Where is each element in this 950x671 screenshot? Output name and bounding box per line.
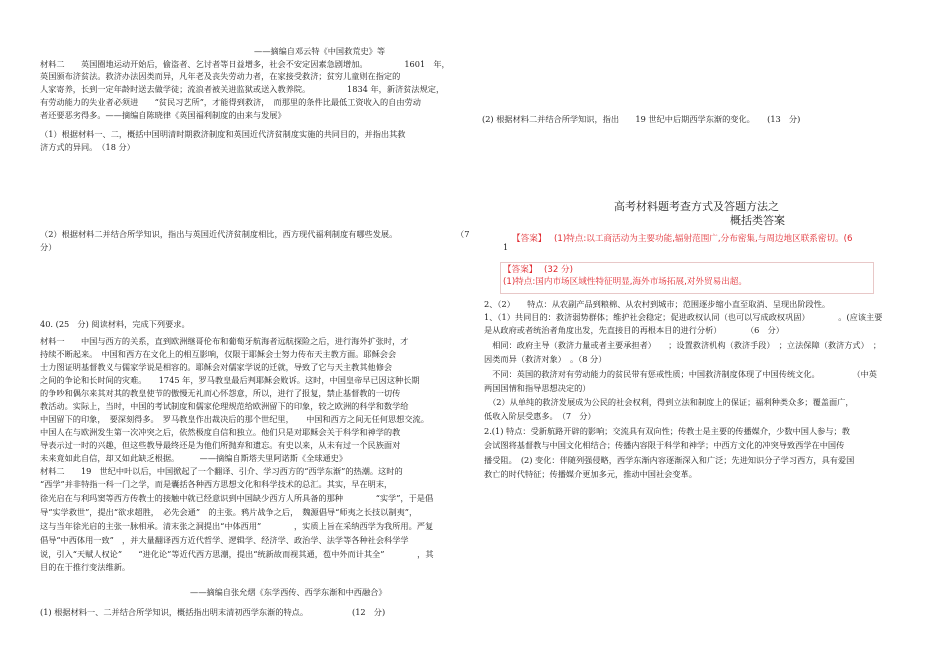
material-2-line: 有劳动能力的失业者必须进 “贫民习艺所”，才能得到救济， 而那里的条件比最低工资收入的自由劳动 <box>40 97 421 107</box>
answer-line: 救亡的时代特征；传播媒介更加多元，推动中国社会变革。 <box>484 469 697 479</box>
material-1-line: 之间的争论和长时间的灾难。 1745 年，罗马教皇最后判耶稣会败诉。这时，中国皇帝早已因这种长期 <box>40 375 420 385</box>
source-note-1: ——摘编自邓云特《中国救荒史》等 <box>254 46 386 56</box>
material-2b-line: 说，引入“天赋人权论” “进化论”等近代西方思潮，提出“统新故而视其通，苞中外而计其全” ，其 <box>40 549 434 559</box>
answer-line: 是从政府或者统治者角度出发，先直接目的再根本目的进行分析） （6 分） <box>484 325 784 335</box>
answer-line: 会试图将基督教与中国文化相结合；传播内容限于科学和神学；中西方文化的冲突导致西学在中国传 <box>484 440 845 450</box>
material-1-line: 持续不断起来。 中国和西方在文化上的相互影响，仅限于耶稣会士努力传布天主教方面。耶稣会会 <box>40 349 397 359</box>
question-2-line: 分） <box>40 242 57 252</box>
answer-line: 2.(1) 特点：受新航路开辟的影响；交流具有双向性；传教士是主要的传播媒介，少数中国人参与；教 <box>484 426 850 436</box>
question-40-1: (1) 根据材料一、二并结合所学知识，概括指出明末清初西学东渐的特点。 <box>40 607 309 617</box>
material-1-line: 未来竟如此自信，却又如此缺乏根据。 ——摘编自斯塔夫里阿诺斯《全球通史》 <box>40 453 348 463</box>
answer-line: 低收入阶层受惠多。 （7 分） <box>484 411 596 421</box>
question-40-2: (2) 根据材料二并结合所学知识，指出 19 世纪中后期西学东渐的变化。 (13 分) <box>482 114 801 124</box>
question-40-heading: 40. (25 分) 阅读材料，完成下列要求。 <box>40 319 190 329</box>
answer-box-1-marker: 1 <box>503 242 509 252</box>
material-1-line: 材料一 中国与西方的关系，直到欧洲继哥伦布和葡萄牙航海者远航探险之后，进行海外扩张时，才 <box>40 336 409 346</box>
question-1-line: 济方式的异同。 （18 分） <box>40 142 135 152</box>
material-2b-line: 倡导“中西体用一致” ，并大量翻译西方近代哲学、逻辑学、经济学、政治学、法学等各种社会科学学 <box>40 535 409 545</box>
section-title: 高考材料题考查方式及答题方法之 <box>614 200 779 213</box>
material-2b-line: 导“实学救世”，提出“欲求超胜， 必先会通” 的主张。鸦片战争之后， 魏源倡导“师夷之长技以制夷”， <box>40 507 418 517</box>
answer-line: 相同：政府主导（救济力量或者主要承担者） ；设置救济机构（救济手段） ；立法保障（救济方式） ； <box>484 340 882 350</box>
material-2b-line: 这与当年徐光启的主张一脉相承。清末张之洞提出“中体西用” ，实质上旨在采纳西学为我所用。严复 <box>40 521 434 531</box>
answer-line: 1、（1）共同目的：救济弱势群体；维护社会稳定；促进政权认同（也可以写成政权巩固） 。(应该主要 <box>484 312 883 322</box>
answer-box-2-score: (32 分) <box>544 265 573 275</box>
material-1-line: 教活动。实际上，当时，中国的考试制度和儒家伦理规范给欧洲留下的印象，较之欧洲的科学和数学给 <box>40 401 409 411</box>
material-2b-line: 材料二 19 世纪中叶以后，中国掀起了一个翻译、引介、学习西方的“西学东渐”的热潮。这时的 <box>40 466 403 476</box>
answer-line: 2、（2） 特点：从农副产品到粮棉、从农村到城市；范围逐步缩小直至取消、呈现出阶段性。 <box>484 299 831 309</box>
question-1-line: （1）根据材料一、二，概括中国明清时期救济制度和英国近代济贫制度实施的共同目的，并指出其救 <box>40 129 406 139</box>
material-2b-line: 目的在于推行变法维新。 <box>40 562 131 572</box>
source-note-3: ——摘编自张允熠《东学西传、西学东渐和中西融合》 <box>190 587 387 597</box>
answer-line: 不同：英国的救济对有劳动能力的贫民带有惩戒性质；中国救济制度体现了中国传统文化。 （中英 <box>484 369 877 379</box>
material-1-line: 中国人在与欧洲发生第一次冲突之后，依然极度自信和独立。他们只是对耶稣会关于科学和神学的教 <box>40 427 401 437</box>
answer-box-1-label: 【答案】 <box>512 234 547 244</box>
question-2-score: （7 <box>456 229 470 239</box>
answer-line: 播受阻。 (2) 变化：伴随列强侵略，西学东渐内容逐渐深入和广泛；先进知识分子学习西方，具有爱国 <box>484 455 855 465</box>
material-1-line: 导表示过一时的兴趣，但这些教导最终还是为他们所抛弃和遗忘。有史以来，从未有过一个民族面对 <box>40 440 401 450</box>
question-2-line: （2）根据材料二并结合所学知识，指出与英国近代济贫制度相比，西方现代福利制度有哪些发展。 <box>40 229 398 239</box>
answer-box-2-label: 【答案】 <box>503 265 538 275</box>
material-1-line: 士力图证明基督教义与儒家学说是相容的。耶稣会对儒家学说的迁就，导致了它与天主教其他修会 <box>40 362 393 372</box>
question-40-1-score: (12 分) <box>352 607 386 617</box>
material-2b-line: “西学”并非特指一科一门之学，而是囊括各种西方思想文化和科学技术的总汇。其实，早在明末， <box>40 479 393 489</box>
material-2-line: 者还要恶劣得多。——摘编自陈晓律《英国福利制度的由来与发展》 <box>40 110 286 120</box>
answer-line: 因类而异（救济对象） 。（8 分） <box>484 354 607 364</box>
answer-line: 两国国情和指导思想决定的） <box>484 383 591 393</box>
material-2-line: 英国颁布济贫法。救济办法因类而异，凡年老及丧失劳动力者，在家接受救济；贫穷儿童则在指定的 <box>40 71 401 81</box>
section-subtitle: 概括类答案 <box>730 214 785 227</box>
answer-box-1-text: (1)特点:以工商活动为主要功能,辐射范围广,分布密集,与周边地区联系密切。(6 <box>554 234 853 244</box>
material-1-line: 的争吵和偶尔来其对其的教皇使节的傲慢无礼而心怀怨意，所以，进行了报复，禁止基督教的一切传 <box>40 388 401 398</box>
material-2-line: 材料二 英国圈地运动开始后，偷盗者、乞讨者等日益增多，社会不安定因素急剧增加。 1601 年， <box>40 59 450 69</box>
material-1-line: 中国留下的印象， 要深刻得多。 罗马教皇作出裁决后的那个世纪里， 中国和西方之间无任何思想交流。 <box>40 414 429 424</box>
answer-box-2-text: (1)特点:国内市场区域性特征明显,海外市场拓展,对外贸易出超。 <box>503 277 747 287</box>
material-2b-line: 徐光启在与利玛窦等西方传教士的接触中就已经意识到中国缺少西方人所具备的那种 “实学”，于是倡 <box>40 493 434 503</box>
answer-line: （2）从单纯的救济发展成为公民的社会权利，得到立法和制度上的保证；福利种类众多；覆盖面广， <box>484 397 854 407</box>
material-2-line: 人家寄养，长到一定年龄时送去做学徒；流浪者被关进监狱或送入教养院。 1834 年，新济贫法规定， <box>40 84 445 94</box>
